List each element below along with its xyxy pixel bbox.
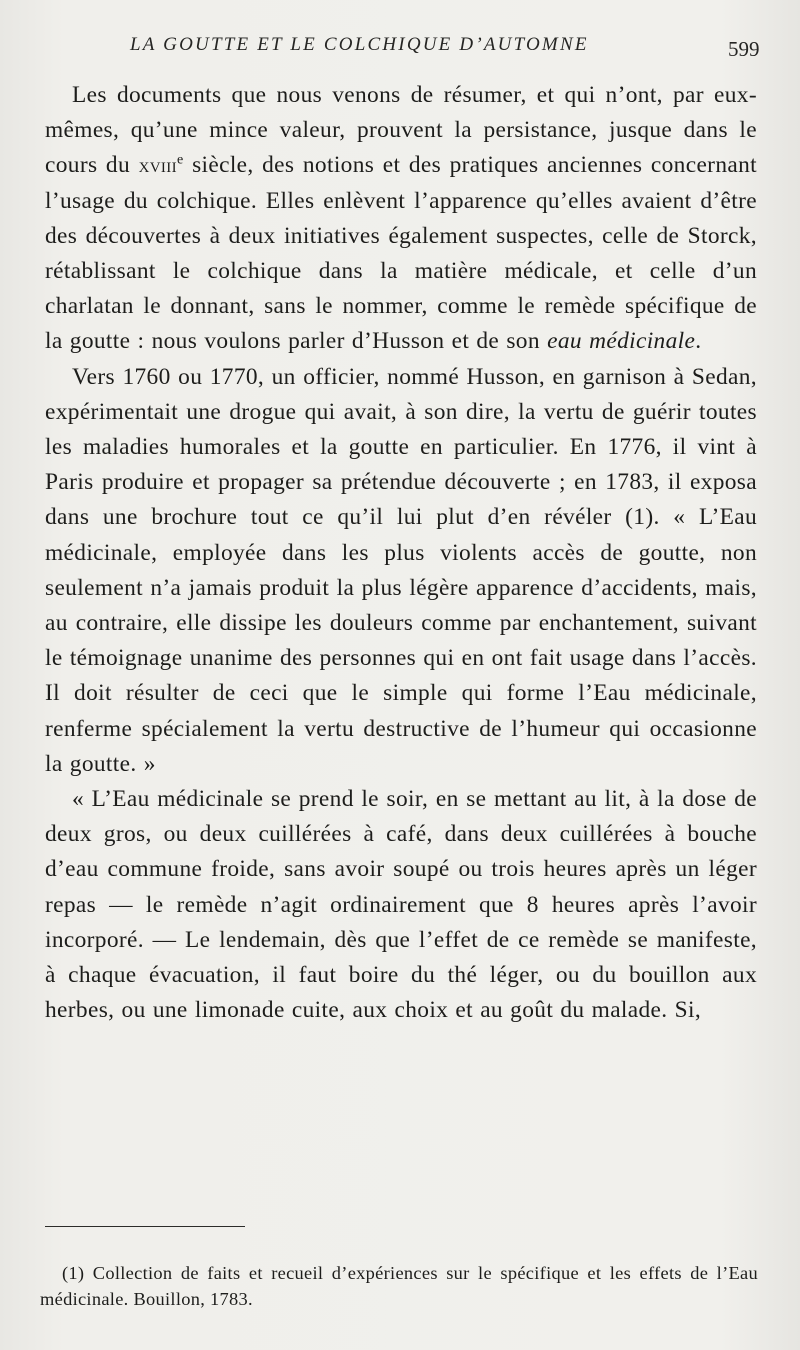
running-title: LA GOUTTE ET LE COLCHIQUE D’AUTOMNE [130, 34, 589, 55]
paragraph-1-text-b: siècle, des notions et des pratiques anciennes concernant l’usage du colchique. Elles enlèvent l’apparence qu’elles avaient d’être des découvertes à deux initiatives également suspectes, celle de Storck, rétablissant le colchique dans la matière médicale, et celle d’un charlatan le donnant, sans le nommer, comme le remède spécifique de la goutte : nous voulons parler d’Husson et de son [45, 152, 757, 355]
paragraph-2: Vers 1760 ou 1770, un officier, nommé Husson, en garnison à Sedan, expérimentait une drogue qui avait, à son dire, la vertu de guérir toutes les maladies humorales et la goutte en particulier. En 1776, il vint à Paris produire et propager sa prétendue découverte ; en 1783, il exposa dans une brochure tout ce qu’il lui plut d’en révéler (1). « L’Eau médicinale, employée dans les plus violents accès de goutte, non seulement n’a jamais produit la plus légère apparence d’accidents, mais, au contraire, elle dissipe les douleurs comme par enchantement, suivant le témoignage unanime des personnes qui en ont fait usage dans l’accès. Il doit résulter de ceci que le simple qui forme l’Eau médicinale, renferme spécialement la vertu destructive de l’humeur qui occasionne la goutte. » [45, 363, 757, 777]
century-numeral: xviii [138, 153, 177, 178]
page-header [0, 34, 800, 64]
footnote: (1) Collection de faits et recueil d’expériences sur le spécifique et les effets de l’Eau médicinale. Bouillon, 1783. [40, 1263, 758, 1309]
paragraph-3: « L’Eau médicinale se prend le soir, en se mettant au lit, à la dose de deux gros, ou deux cuillérées à café, dans deux cuillérées à bouche d’eau commune froide, sans avoir soupé ou trois heures après un léger repas — le remède n’agit ordinairement que 8 heures après l’avoir incorporé. — Le lendemain, dès que l’effet de ce remède se manifeste, à chaque évacuation, il faut boire du thé léger, ou du bouillon aux herbes, ou une limonade cuite, aux choix et au goût du malade. Si, [45, 786, 757, 1024]
page-number: 599 [728, 37, 760, 61]
paragraph-1 [45, 78, 757, 360]
footnote-rule [45, 1226, 245, 1227]
paragraph-1-end: . [695, 328, 702, 355]
century-superscript: e [176, 151, 184, 168]
paragraph-1-text-a: Les documents que nous venons de résumer, et qui n’ont, par eux-mêmes, qu’une mince valeur, prouvent la persistance, jusque dans le cours du [45, 82, 757, 179]
italic-term: eau médicinale [547, 328, 696, 355]
body-text [45, 78, 757, 1028]
